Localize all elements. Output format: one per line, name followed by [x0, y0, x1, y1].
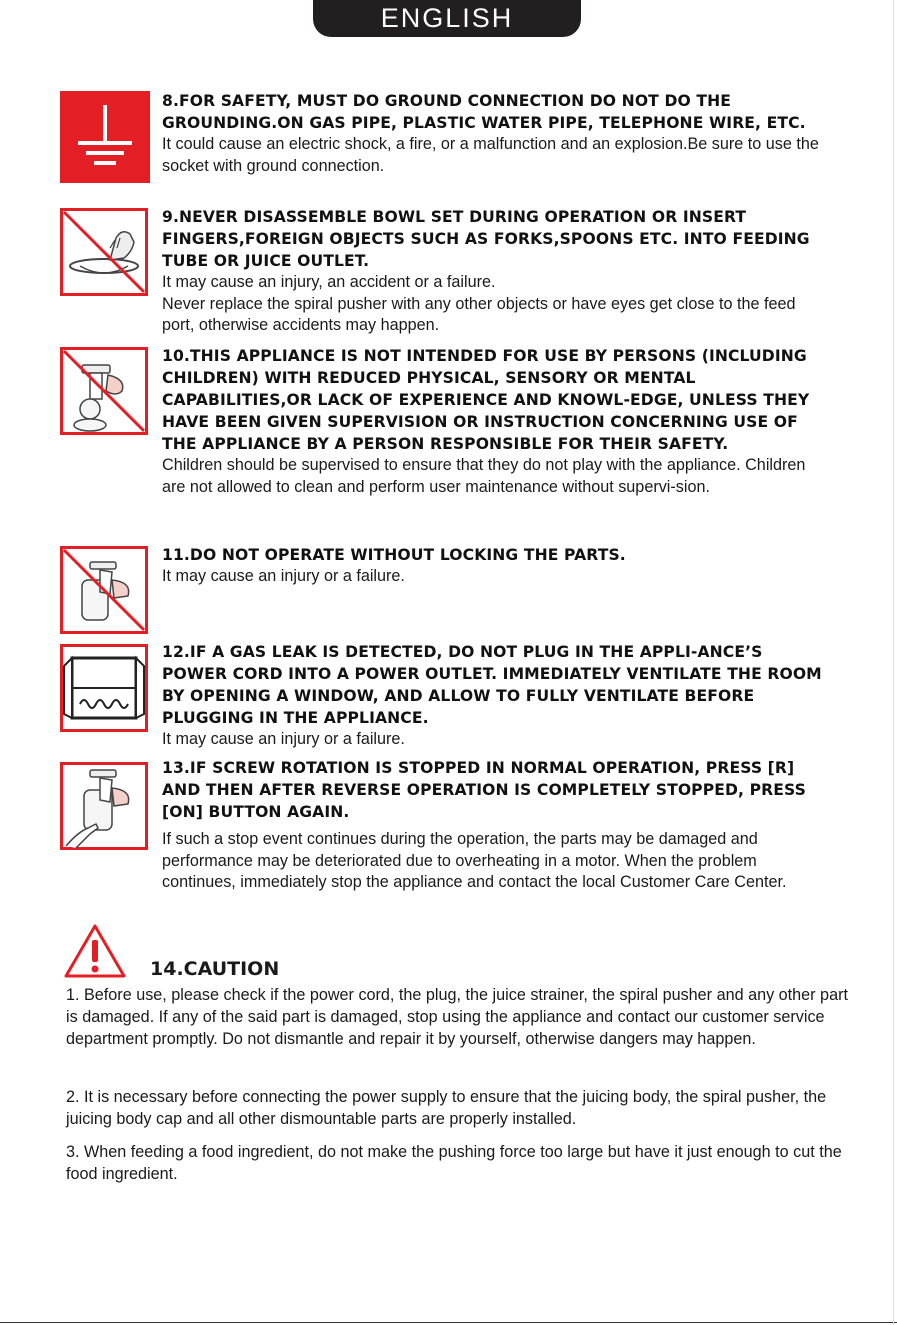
no-hand-in-bowl-icon: [60, 208, 148, 296]
right-edge-divider: [893, 0, 894, 1325]
safety-body: Never replace the spiral pusher with any other objects or have eyes get close to the feed port, otherwise accidents may happen.: [162, 294, 796, 334]
safety-heading: 10.THIS APPLIANCE IS NOT INTENDED FOR USE BY PERSONS (INCLUDING CHILDREN) WITH REDUCED PHYSICAL, SENSORY OR MENTAL CAPABILITIES,OR LACK OF EXPERIENCE AND KNOWL-EDGE, UNLESS THEY HAVE BEEN GIVEN SUPERVISION OR INSTRUCTION CONCERNING USE OF THE APPLIANCE BY A PERSON RESPONSIBLE FOR THEIR SAFETY.: [162, 347, 810, 453]
language-tab: ENGLISH: [313, 0, 581, 37]
caution-paragraph: 3. When feeding a food ingredient, do not make the pushing force too large but have it just enough to cut the food ingredient.: [66, 1143, 842, 1183]
safety-body: If such a stop event continues during the operation, the parts may be damaged and performance may be deteriorated due to overheating in a motor. When the problem continues, immediately stop the appliance and contact the local Customer Care Center.: [162, 830, 787, 891]
safety-heading: 13.IF SCREW ROTATION IS STOPPED IN NORMAL OPERATION, PRESS [R] AND THEN AFTER REVERSE OPERATION IS COMPLETELY STOPPED, PRESS [ON] BUTTON AGAIN.: [162, 759, 806, 821]
no-unlocked-parts-icon: [60, 546, 148, 634]
warning-triangle-icon: [64, 924, 126, 978]
safety-body: It could cause an electric shock, a fire, or a malfunction and an explosion.Be sure to use the socket with ground connection.: [162, 135, 819, 175]
safety-heading: 12.IF A GAS LEAK IS DETECTED, DO NOT PLUG IN THE APPLI-ANCE’S POWER CORD INTO A POWER OUTLET. IMMEDIATELY VENTILATE THE ROOM BY OPENING A WINDOW, AND ALLOW TO FULLY VENTILATE BEFORE PLUGGING IN THE APPLIANCE.: [162, 643, 822, 727]
press-reverse-icon: [60, 762, 148, 850]
bottom-divider: [0, 1322, 897, 1323]
safety-body: Children should be supervised to ensure that they do not play with the appliance. Children are not allowed to clean and perform user maintenance without supervi-sion.: [162, 456, 806, 496]
caution-paragraph: 1. Before use, please check if the power cord, the plug, the juice strainer, the spiral pusher and any other part is damaged. If any of the said part is damaged, stop using the appliance and contact our customer service department promptly. Do not dismantle and repair it by yourself, otherwise dangers may happen.: [66, 986, 848, 1048]
safety-body: It may cause an injury, an accident or a failure.: [162, 273, 496, 291]
ground-symbol-icon: [60, 91, 150, 183]
safety-body: It may cause an injury or a failure.: [162, 567, 405, 585]
caution-paragraph: 2. It is necessary before connecting the power supply to ensure that the juicing body, the spiral pusher, the juicing body cap and all other dismountable parts are properly installed.: [66, 1088, 827, 1128]
safety-heading: 11.DO NOT OPERATE WITHOUT LOCKING THE PARTS.: [162, 546, 626, 564]
caution-title: 14.CAUTION: [150, 958, 280, 980]
open-window-icon: [60, 644, 148, 732]
safety-heading: 8.FOR SAFETY, MUST DO GROUND CONNECTION DO NOT DO THE GROUNDING.ON GAS PIPE, PLASTIC WATER PIPE, TELEPHONE WIRE, ETC.: [162, 92, 806, 132]
safety-heading: 9.NEVER DISASSEMBLE BOWL SET DURING OPERATION OR INSERT FINGERS,FOREIGN OBJECTS SUCH AS FORKS,SPOONS ETC. INTO FEEDING TUBE OR JUICE OUTLET.: [162, 208, 810, 270]
safety-body: It may cause an injury or a failure.: [162, 730, 405, 748]
no-child-use-icon: [60, 347, 148, 435]
